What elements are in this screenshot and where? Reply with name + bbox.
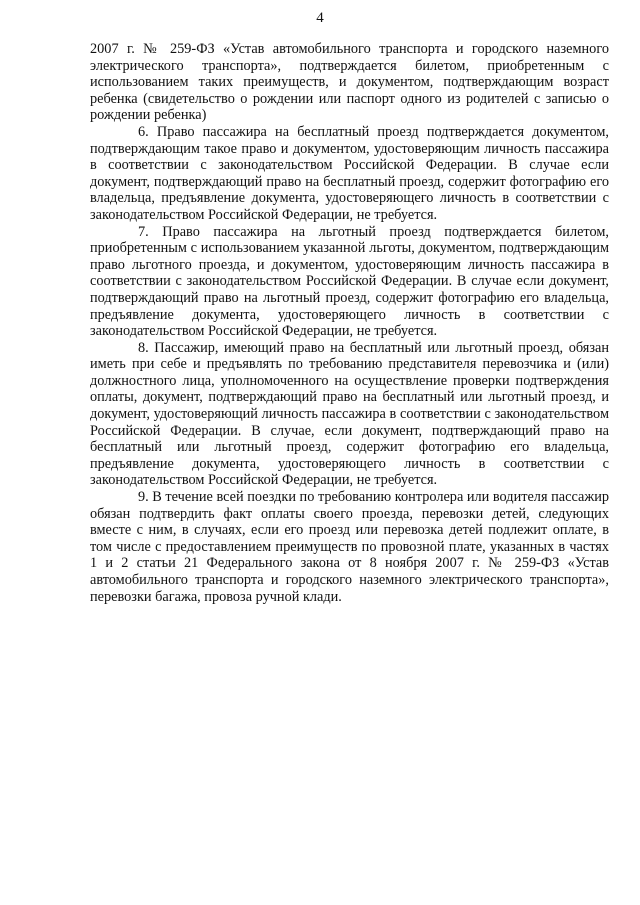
paragraph-item-7: 7. Право пассажира на льготный проезд подтверждается билетом, приобретенным с использованием указанной льготы, документом, подтверждающим право льготного проезда, и документом, удостоверяющим личность пассажира в соответствии с законодательством Российской Федерации. В случае если документ, подтверждающий право на льготный проезд, содержит фотографию его владельца, предъявление документа, удостоверяющего личность в соответствии с законодательством Российской Федерации, не требуется. bbox=[90, 223, 609, 340]
paragraph-item-9: 9. В течение всей поездки по требованию контролера или водителя пассажир обязан подтвердить факт оплаты своего проезда, перевозки детей, следующих вместе с ним, в случаях, если его проезд или перевозка детей подлежит оплате, в том числе с предоставлением преимуществ по провозной плате, указанных в частях 1 и 2 статьи 21 Федерального закона от 8 ноября 2007 г. № 259-ФЗ «Устав автомобильного транспорта и городского наземного электрического транспорта», перевозки багажа, провоза ручной клади. bbox=[90, 489, 609, 605]
paragraph-item-6: 6. Право пассажира на бесплатный проезд подтверждается документом, подтверждающим такое право и документом, удостоверяющим личность пассажира в соответствии с законодательством Российской Федерации. В случае если документ, подтверждающий право на бесплатный проезд, содержит фотографию его владельца, предъявление документа, удостоверяющего личность в соответствии с законодательством Российской Федерации, не требуется. bbox=[90, 123, 609, 223]
paragraph-continuation: 2007 г. № 259-ФЗ «Устав автомобильного транспорта и городского наземного электрического транспорта», подтверждается билетом, приобретенным с использованием таких преимуществ, и документом, подтверждающим возраст ребенка (свидетельство о рождении или паспорт одного из родителей с записью о рождении ребенка) bbox=[90, 41, 609, 124]
paragraph-item-8: 8. Пассажир, имеющий право на бесплатный или льготный проезд, обязан иметь при себе и предъявлять по требованию представителя перевозчика и (или) должностного лица, уполномоченного на осуществление проверки подтверждения оплаты, документ, подтверждающий право на бесплатный или льготный проезд, и документ, удостоверяющий личность пассажира в соответствии с законодательством Российской Федерации. В случае, если документ, подтверждающий право на бесплатный или льготный проезд, содержит фотографию его владельца, предъявление документа, удостоверяющего личность в соответствии с законодательством Российской Федерации, не требуется. bbox=[90, 339, 609, 489]
document-body bbox=[90, 41, 609, 605]
page-number: 4 bbox=[316, 10, 324, 26]
